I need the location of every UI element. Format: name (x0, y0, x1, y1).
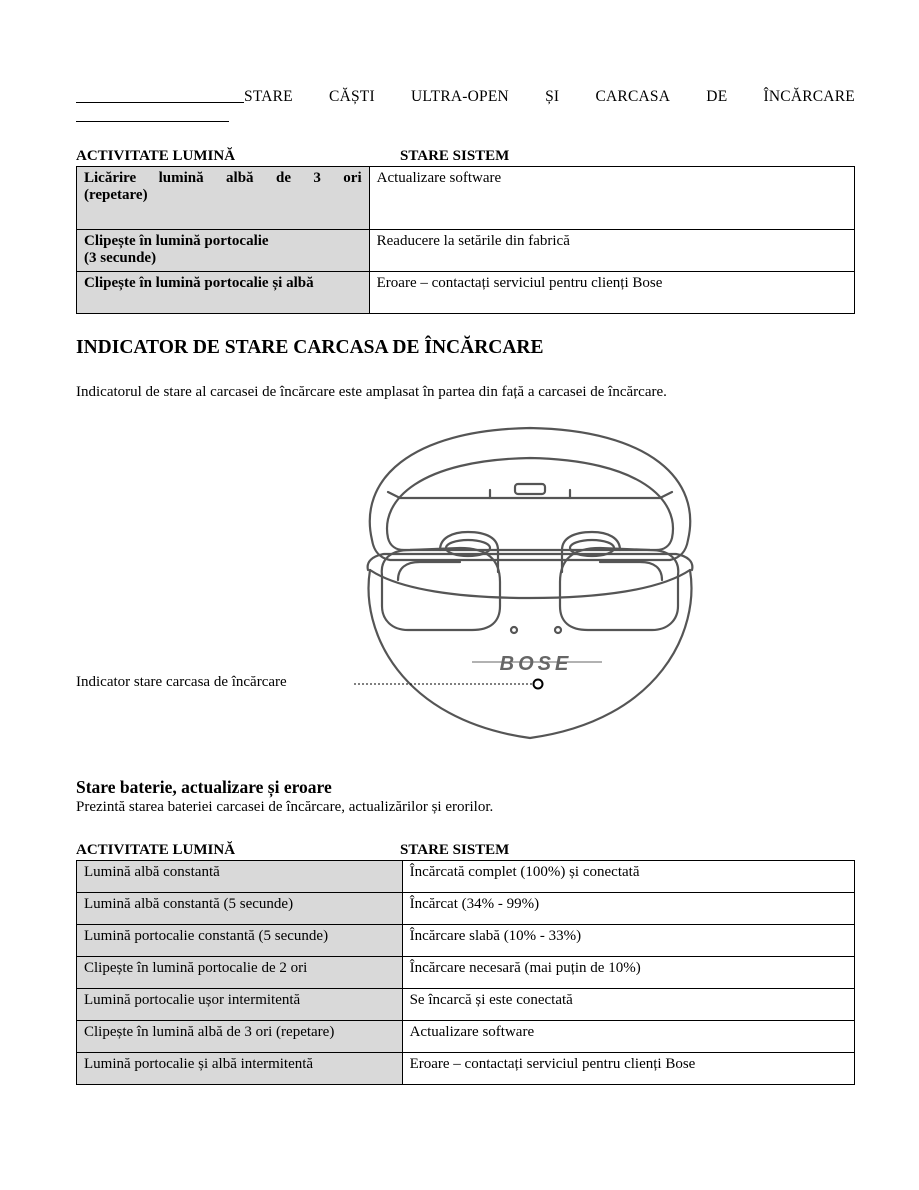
activity-text: Clipește în lumină portocalie și albă (84, 275, 314, 291)
table-row (77, 272, 855, 314)
header-word: ȘI (545, 88, 560, 105)
battery-description: Prezintă starea bateriei carcasei de încărcare, actualizărilor și erorilor. (76, 799, 494, 815)
table-row (77, 230, 855, 272)
callout-label: Indicator stare carcasa de încărcare (76, 674, 287, 690)
table2-column-status: STARE SISTEM (400, 842, 510, 858)
table-row (77, 861, 855, 893)
activity-line (84, 170, 362, 187)
activity-line-2: (repetare) (84, 187, 148, 203)
header-word: CARCASA (595, 88, 671, 105)
page-header (76, 86, 855, 106)
header-underline (76, 101, 244, 103)
status-cell: Actualizare software (402, 1021, 854, 1053)
status-cell: Se încarcă și este conectată (402, 989, 854, 1021)
bose-logo: BOSE (499, 653, 573, 675)
charging-case-illustration (340, 420, 720, 750)
status-cell: Readucere la setările din fabrică (369, 230, 854, 272)
activity-line-2: (3 secunde) (84, 250, 157, 266)
header-title (244, 88, 855, 106)
status-cell: Încărcat (34% - 99%) (402, 893, 854, 925)
section-description: Indicatorul de stare al carcasei de încărcare este amplasat în partea din față a carcasei de încărcare. (76, 384, 667, 400)
table-row (77, 989, 855, 1021)
battery-section-title: Stare baterie, actualizare și eroare (76, 777, 332, 797)
activity-cell: Clipește în lumină portocalie de 2 ori (77, 957, 403, 989)
status-cell: Actualizare software (369, 167, 854, 230)
table2-column-activity: ACTIVITATE LUMINĂ (76, 842, 236, 858)
activity-cell (77, 230, 370, 272)
table-row (77, 167, 855, 230)
light-activity-table (76, 166, 855, 314)
status-cell: Eroare – contactați serviciul pentru clienți Bose (402, 1053, 854, 1085)
activity-cell: Lumină albă constantă (5 secunde) (77, 893, 403, 925)
activity-cell: Clipește în lumină albă de 3 ori (repetare) (77, 1021, 403, 1053)
activity-cell (77, 272, 370, 314)
header-word: CĂȘTI (329, 88, 375, 105)
table-row (77, 893, 855, 925)
status-cell: Încărcare slabă (10% - 33%) (402, 925, 854, 957)
activity-text: Clipește în lumină portocalie (84, 233, 269, 249)
table-row (77, 957, 855, 989)
activity-cell: Lumină portocalie și albă intermitentă (77, 1053, 403, 1085)
status-cell: Încărcată complet (100%) și conectată (402, 861, 854, 893)
table1-column-activity: ACTIVITATE LUMINĂ (76, 148, 236, 164)
activity-cell: Lumină albă constantă (77, 861, 403, 893)
section-title: INDICATOR DE STARE CARCASA DE ÎNCĂRCARE (76, 337, 544, 358)
header-word: ULTRA-OPEN (411, 88, 509, 105)
status-cell: Încărcare necesară (mai puțin de 10%) (402, 957, 854, 989)
activity-cell (77, 167, 370, 230)
table-row (77, 1021, 855, 1053)
activity-text: Licărire lumină albă de 3 ori (84, 170, 362, 186)
header-word: STARE (244, 88, 293, 105)
activity-cell: Lumină portocalie ușor intermitentă (77, 989, 403, 1021)
status-cell: Eroare – contactați serviciul pentru clienți Bose (369, 272, 854, 314)
battery-status-table (76, 860, 855, 1085)
table-row (77, 925, 855, 957)
activity-cell: Lumină portocalie constantă (5 secunde) (77, 925, 403, 957)
header-word: DE (706, 88, 728, 105)
table1-column-status: STARE SISTEM (400, 148, 510, 164)
header-word: ÎNCĂRCARE (763, 88, 855, 105)
table-row (77, 1053, 855, 1085)
header-underline-continued (76, 121, 229, 122)
